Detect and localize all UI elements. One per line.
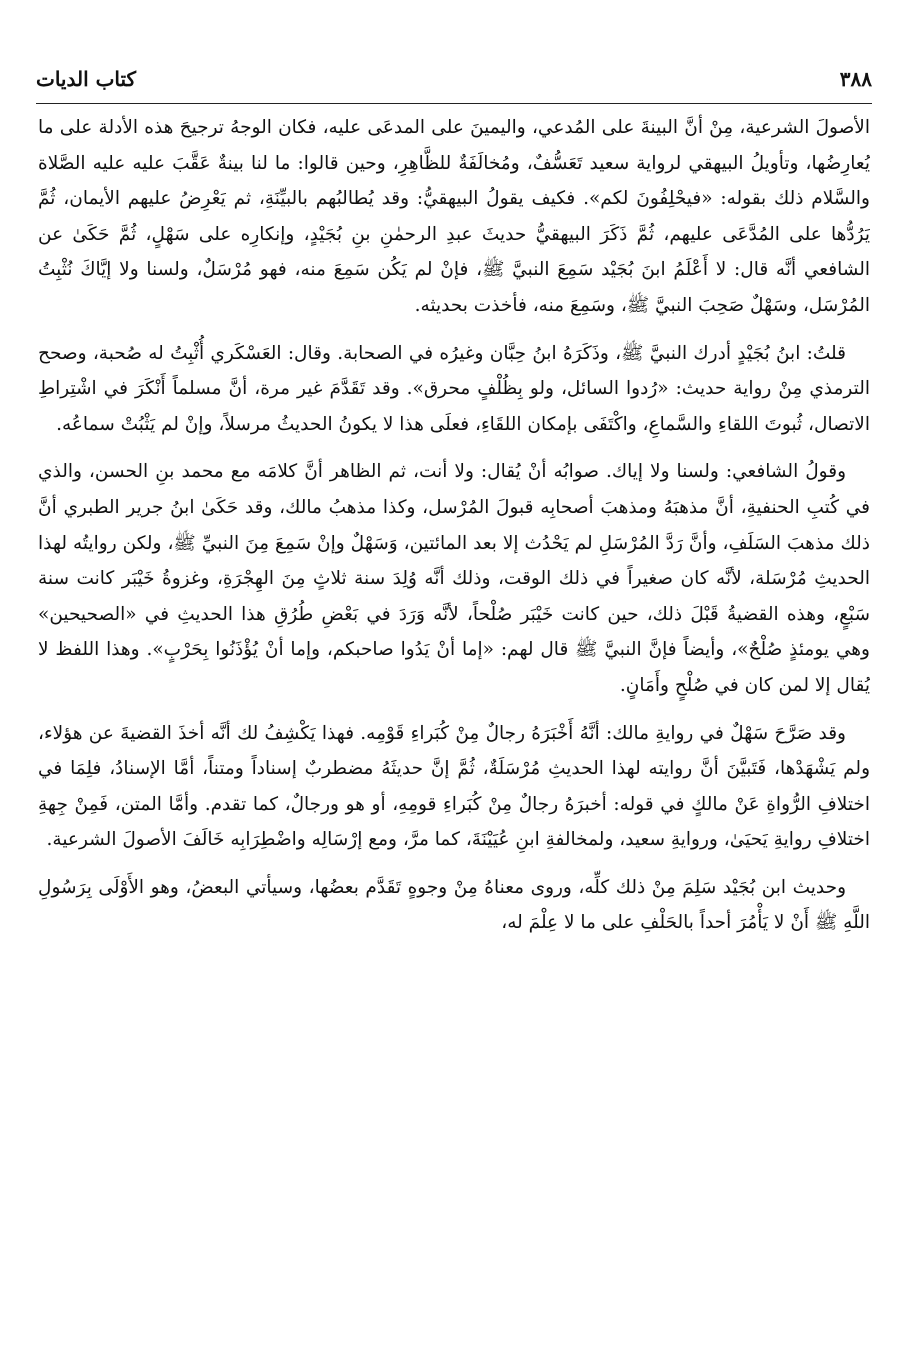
paragraph-5: وحديث ابن بُجَيْد سَلِمَ مِنْ ذلك كلِّه، وروى معناهُ مِنْ وجوهٍ تَقَدَّم بعضُها، وسيأتي البعضُ، وهو الأَوْلَى بِرَسُولِ اللَّهِ ﷺ أَنْ لا يَأْمُرَ أحداً بالحَلْفِ على ما لا عِلْمَ له، (38, 876, 870, 934)
paragraph-2: قلتُ: ابنُ بُجَيْدٍ أدرك النبيَّ ﷺ، وذَكَرَهُ ابنُ حِبَّان وغيرُه في الصحابة. وقال: العَسْكَري أُثْبِتُ له صُحبة، وصحح الترمذي مِنْ رواية حديث: «رُدوا السائل، ولو بِظُلْفٍ محرق». وقد تَقَدَّمَ غير مرة، أنَّ مسلماً أَنْكَرَ في اشْتِراطِ الاتصال، ثُبوتَ اللقاءِ والسَّماعِ، واكْتَفَى بإمكان اللقَاءِ، فعلَى هذا لا يكونُ الحديثُ مرسلاً، وإنْ لم يَثْبُتْ سماعُه. (38, 342, 870, 435)
book-title: كتاب الديات (36, 67, 137, 91)
running-header (36, 62, 872, 96)
body-text (38, 110, 870, 1338)
paragraph-1: الأصولَ الشرعية، مِنْ أنَّ البينةَ على المُدعي، واليمينَ على المدعَى عليه، فكان الوجهُ ترجيحَ هذه الأدلة على ما يُعارِضُها، وتأويلُ البيهقي لرواية سعيد تَعَسُّفٌ، ومُخالَفَةٌ للظَّاهِرِ، وحين قالوا: ما لنا بينةٌ عَقَّبَ عليه عليه الصَّلاة والسَّلام ذلك بقوله: «فيحْلِفُونَ لكم». فكيف يقولُ البيهقيُّ: وقد يُطالبُهم بالبيِّنَةِ، ثم يَعْرِضُ عليهم الأيمان، ثُمَّ يَرُدُّها على المُدَّعَى عليهم، ثُمَّ ذَكَرَ البيهقيُّ حديثَ عبدِ الرحمٰنِ بنِ بُجَيْدٍ، وإنكارِه على سَهْلٍ، ثُمَّ حَكَىٰ عن الشافعي أنَّه قال: لا أَعْلَمُ ابنَ بُجَيْد سَمِعَ النبيَّ ﷺ، فإنْ لم يَكُن سَمِعَ منه، فهو مُرْسَلٌ، ولسنا ولا إيَّاكَ نُثْبِتُ المُرْسَل، وسَهْلٌ صَحِبَ النبيَّ ﷺ، وسَمِعَ منه، فأخذت بحديثه. (38, 117, 870, 316)
page-number: ٣٨٨ (839, 67, 872, 91)
paragraph-3: وقولُ الشافعي: ولسنا ولا إياك. صوابُه أنْ يُقال: ولا أنت، ثم الظاهر أنَّ كلامَه مع محمد بنِ الحسن، والذي في كُتبِ الحنفيةِ، أنَّ مذهبَهُ ومذهبَ أصحابِه قبولَ المُرْسل، وكذا مذهبُ مالك، وقد حَكَىٰ ابنُ جرير الطبري أنَّ ذلك مذهبَ السَلَفِ، وأنَّ رَدَّ المُرْسَلِ لم يَحْدُث إلا بعد المائتين، وَسَهْلٌ وإنْ سَمِعَ مِنَ النبيِّ ﷺ، ولكن روايتُه لهذا الحديثِ مُرْسَلة، لأنَّه كان صغيراً في ذلك الوقت، وذلك أنَّه وُلِدَ سنة ثلاثٍ مِنَ الهِجْرَةِ، وغزوةُ خَيْبَر كانت سنة سَبْعٍ، وهذه القضيةُ قَبْلَ ذلك، حين كانت خَيْبَر صُلْحاً، لأنَّه وَرَدَ في بَعْضِ طُرُقِ هذا الحديثِ في «الصحيحين» وهي يومئذٍ صُلْحٌ»، وأيضاً فإنَّ النبيَّ ﷺ قال لهم: «إما أنْ يَدُوا صاحبكم، وإما أنْ يُؤْذَنُوا بِحَرْبٍ». وهذا اللفظ لا يُقال إلا لمن كان في صُلْحٍ وأَمَانٍ. (38, 461, 870, 696)
paragraph-4: وقد صَرَّحَ سَهْلٌ في روايةِ مالك: أنَّهُ أَخْبَرَهُ رجالٌ مِنْ كُبَراءِ قَوْمِه. فهذا يَكْشِفُ لك أنَّه أخذَ القضيةَ عن هؤلاء، ولم يَشْهَدْها، فَتَبيَّنَ أنَّ روايته لهذا الحديثِ مُرْسَلَةٌ، ثُمَّ إنَّ حديثَهُ مضطربٌ إسناداً ومتناً، أمَّا الإسنادُ، فلِمَا في اختلافِ الرُّواةِ عَنْ مالكٍ في قوله: أخبرَهُ رجالٌ مِنْ كُبَراءِ قومِهِ، أو هو ورجالٌ، كما تقدم. وأمَّا المتن، فَمِنْ جِهةِ اختلافِ روايةِ يَحيَىٰ، وروايةِ سعيد، ولمخالفةِ ابنِ عُيَيْنَةَ، كما مرَّ، ومع إرْسَالِه واضْطِرَابِه خَالَفَ الأصولَ الشرعية. (38, 722, 870, 851)
header-rule (36, 103, 872, 104)
